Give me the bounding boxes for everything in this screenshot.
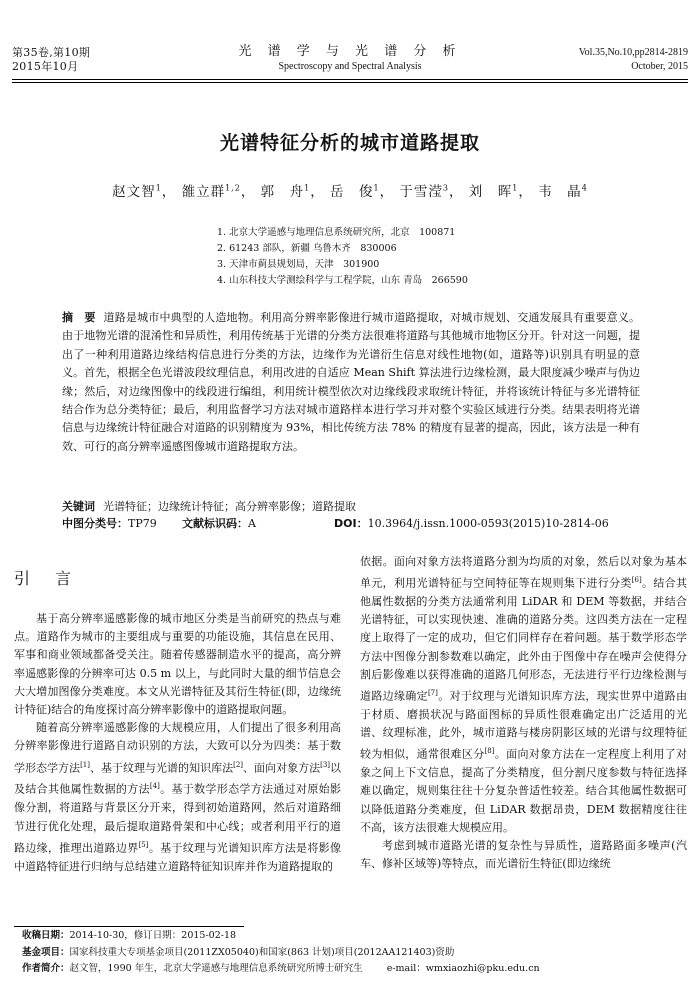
journal-title-en: Spectroscopy and Spectral Analysis bbox=[278, 61, 422, 72]
volume-issue-cn: 第35卷,第10期 bbox=[12, 46, 91, 59]
body-column-right bbox=[360, 553, 687, 873]
volume-issue-en: Vol.35,No.10,pp2814-2819 bbox=[578, 47, 688, 58]
author: 韦 晶$^4$ bbox=[538, 183, 588, 200]
affiliation-list bbox=[217, 225, 468, 289]
author: 雒立群$^{1,2}$ bbox=[181, 183, 241, 200]
clc-label: 中图分类号： bbox=[62, 517, 128, 530]
affiliation: 3. 天津市蓟县规划局，天津 301900 bbox=[217, 259, 380, 270]
author: 岳 俊$^1$ bbox=[330, 183, 380, 200]
running-header-right bbox=[579, 46, 688, 74]
citation: [8] bbox=[484, 747, 495, 756]
paragraph: 依据。面向对象方法将道路分割为均质的对象，然后以对象为基本单元，利用光谱特征与空间特征等在规则集下进行分类[6]。结合其他属性数据的分类方法通常利用 LiDAR 和 DEM 等数据，并结合光谱特征，可以实现快速、准确的道路分类。这四类方法在一定程度上取得了一定的成功，但它们同样存在着问题。基于数学形态学方法中图像分割参数难以确定，此外由于图像中存在噪声会使得分割后影像难以获得准确的道路几何形态，无法进行平行边缘检测与道路边缘确定[7]。对于纹理与光谱知识库方法，现实世界中道路由于材质、磨损状况与路面图标的异质性很难确定出广泛适用的光谱、纹理标准，此外，城市道路与楼房阴影区域的光谱与纹理特征较为相似，通常很难区分[8]。面向对象方法在一定程度上利用了对象之间上下文信息，提高了分类精度，但分割尺度参数与特征选择难以确定，规则集往往十分复杂普适性较差。结合其他属性数据可以降低道路分类难度，但 LiDAR 数据昂贵，DEM 数据精度往往不高，该方法很难大规模应用。 bbox=[360, 555, 688, 834]
footnote-rule bbox=[14, 926, 244, 927]
author-bio: 作者简介：赵文智，1990 年生，北京大学遥感与地理信息系统研究所博士研究生 e-mail：wmxiaozhi@pku.edu.cn bbox=[22, 963, 540, 974]
keywords-label: 关键词 bbox=[62, 500, 95, 513]
classification-line bbox=[62, 515, 609, 533]
citation: [7] bbox=[427, 689, 438, 698]
body-column-left bbox=[14, 610, 341, 876]
keywords bbox=[62, 498, 356, 516]
author: 于雪滢$^3$ bbox=[399, 183, 449, 200]
affiliation: 1. 北京大学遥感与地理信息系统研究所，北京 100871 bbox=[217, 227, 456, 238]
citation: [2] bbox=[233, 760, 244, 769]
citation: [5] bbox=[138, 840, 149, 849]
author: 刘 晖$^1$ bbox=[468, 183, 519, 200]
section-heading: 引 言 bbox=[14, 569, 82, 588]
footnotes bbox=[22, 928, 540, 978]
doc-code-value: A bbox=[248, 517, 256, 530]
doc-code-label: 文献标识码： bbox=[182, 517, 248, 530]
paragraph: 基于高分辨率遥感影像的城市地区分类是当前研究的热点与难点。道路作为城市的主要组成与重要的功能设施，其信息在民用、军事和商业领域都备受关注。随着传感器制造水平的提高，高分辨率遥感影像的分辨率可达 0.5 m 以上，与此同时大量的细节信息会大大增加图像分类难度。本文从光谱特征及其衍生特征(即，边缘统计特征)结合的角度探讨高分辨率影像中的道路提取问题。 bbox=[14, 612, 341, 717]
keywords-text: 光谱特征；边缘统计特征；高分辨率影像；道路提取 bbox=[103, 500, 356, 513]
date-cn: 2015年10月 bbox=[12, 60, 79, 73]
abstract bbox=[62, 309, 640, 456]
author: 赵文智$^1$ bbox=[112, 183, 162, 200]
citation: [3] bbox=[320, 760, 331, 769]
running-header-center bbox=[200, 44, 500, 73]
citation: [4] bbox=[149, 782, 160, 791]
abstract-text: 道路是城市中典型的人造地物。利用高分辨率影像进行城市道路提取，对城市规划、交通发展具有重要意义。由于地物光谱的混淆性和异质性，利用传统基于光谱的分类方法很难将道路与其他城市地物区分开。针对这一问题，提出了一种利用道路边缘结构信息进行分类的方法，边缘作为光谱衍生信息对线性地物(如，道路等)识别具有明显的意义。首先，根据全色光谱波段纹理信息，利用改进的自适应 Mean Shift 算法进行边缘检测，最大限度减少噪声与伪边缘；然后，对边缘图像中的线段进行编组，利用统计模型依次对边缘线段求取统计特征，并将该统计特征与多光谱特征结合作为总分类特征；最后，利用监督学习方法对城市道路样本进行学习并对整个实验区域进行分类。结果表明将光谱信息与边缘统计特征融合对道路的识别精度为 93%，相比传统方法 78% 的精度有显著的提高，因此，该方法是一种有效、可行的高分辨率遥感图像城市道路提取方法。 bbox=[62, 311, 641, 453]
abstract-label: 摘 要 bbox=[62, 311, 96, 324]
paragraph: 随着高分辨率遥感影像的大规模应用，人们提出了很多利用高分辨率影像进行道路自动识别的方法，大致可以分为四类：基于数学形态学方法[1]、基于纹理与光谱的知识库法[2]、面向对象方法[3]以及结合其他属性数据的方法[4]。基于数学形态学方法通过对原始影像分割，将道路与背景区分开来，得到初始道路网，然后对道路细节进行优化处理，最后提取道路骨架和中心线；或者利用平行的道路边缘，推理出道路边界[5]。基于纹理与光谱知识库方法是将影像中道路特征进行归纳与总结建立道路特征知识库并作为道路提取的 bbox=[14, 721, 342, 873]
author: 郭 舟$^1$ bbox=[260, 183, 311, 200]
author-email: e-mail：wmxiaozhi@pku.edu.cn bbox=[386, 963, 540, 974]
author-list: 赵文智$^1$， 雒立群$^{1,2}$， 郭 舟$^1$， 岳 俊$^1$， 于雪滢$^3$， 刘 晖$^1$， 韦 晶$^4$ bbox=[112, 183, 588, 200]
citation: [1] bbox=[80, 760, 90, 769]
running-header-left bbox=[12, 46, 90, 74]
affiliation: 2. 61243 部队，新疆 乌鲁木齐 830006 bbox=[217, 243, 397, 254]
doi-label: DOI： bbox=[334, 517, 368, 530]
affiliation: 4. 山东科技大学测绘科学与工程学院，山东 青岛 266590 bbox=[217, 275, 468, 286]
doi-value: 10.3964/j.issn.1000-0593(2015)10-2814-06 bbox=[367, 517, 609, 530]
date-en: October, 2015 bbox=[631, 61, 688, 72]
journal-title-cn: 光 谱 学 与 光 谱 分 析 bbox=[238, 44, 462, 59]
received-date: 收稿日期：2014-10-30，修订日期：2015-02-18 bbox=[22, 930, 237, 941]
article-title: 光谱特征分析的城市道路提取 bbox=[219, 132, 480, 154]
clc-value: TP79 bbox=[128, 517, 157, 530]
paragraph: 考虑到城市道路光谱的复杂性与异质性，道路路面多噪声(汽车、修补区域等)等特点，而光谱衍生特征(即边缘统 bbox=[360, 839, 687, 871]
fund-info: 基金项目：国家科技重大专项基金项目(2011ZX05040)和国家(863 计划)项目(2012AA121403)资助 bbox=[22, 946, 455, 958]
header-rule-thin bbox=[12, 82, 688, 83]
header-rule-thick bbox=[12, 79, 688, 80]
citation: [6] bbox=[631, 576, 642, 585]
